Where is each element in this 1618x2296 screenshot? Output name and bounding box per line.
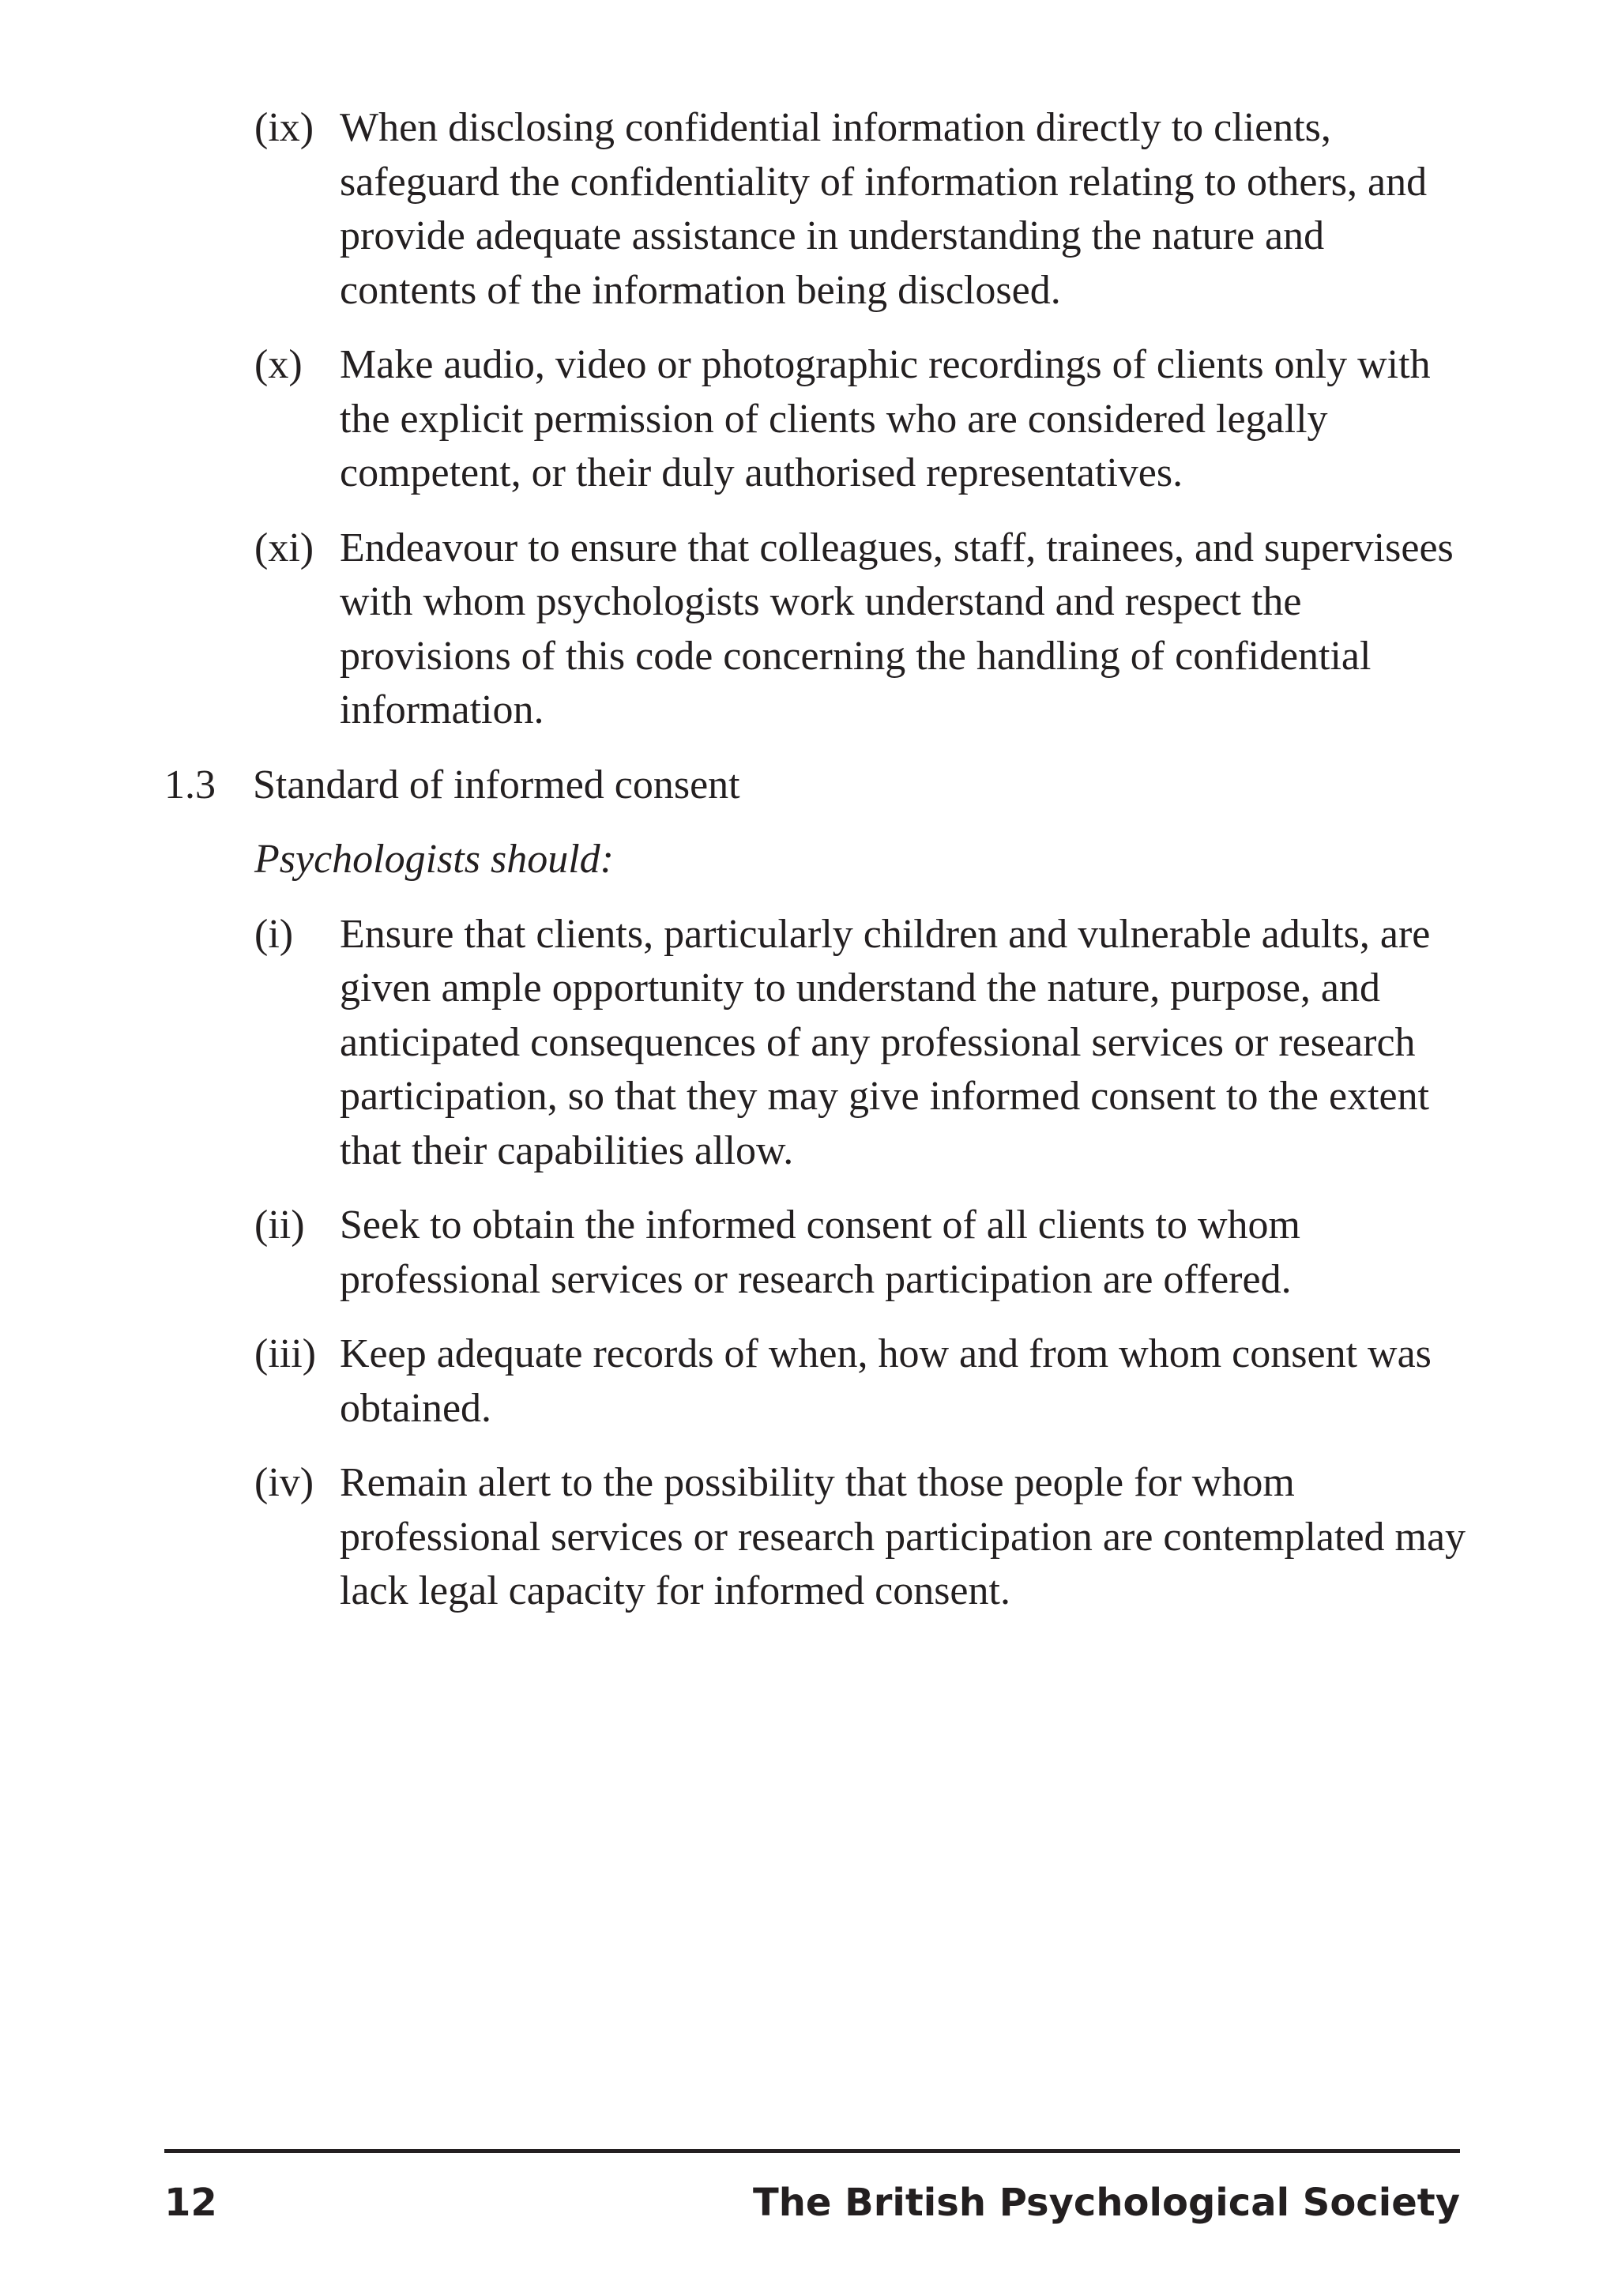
section-intro: Psychologists should: bbox=[254, 837, 614, 882]
item-text: Endeavour to ensure that colleagues, staff, trainees, and supervisees with whom psychologists work understand and respect the provisions of this code concerning the handling of confidential information. bbox=[340, 525, 1454, 732]
list-item-ii bbox=[0, 1199, 1469, 1307]
list-item-iv bbox=[0, 1456, 1469, 1619]
item-number: (ix) bbox=[254, 105, 314, 150]
page-content bbox=[0, 101, 1618, 1639]
item-text: Remain alert to the possibility that those people for whom professional services or research participation are contemplated may lack legal capacity for informed consent. bbox=[340, 1460, 1466, 1613]
item-number: (i) bbox=[254, 911, 294, 957]
list-item-i bbox=[0, 908, 1469, 1179]
item-number: (ii) bbox=[254, 1203, 305, 1248]
list-item-ix bbox=[0, 101, 1469, 318]
list-item-iii bbox=[0, 1327, 1469, 1436]
section-heading bbox=[0, 758, 1618, 813]
item-number: (iii) bbox=[254, 1331, 316, 1376]
footer-divider bbox=[164, 2149, 1460, 2153]
page-number: 12 bbox=[164, 2181, 217, 2225]
item-text: When disclosing confidential information directly to clients, safeguard the confidentiality of information relating to others, and provide adequate assistance in understanding the nature and contents of the information being disclosed. bbox=[340, 105, 1428, 313]
item-text: Ensure that clients, particularly children and vulnerable adults, are given ample opportunity to understand the nature, purpose, and anticipated consequences of any professional services or research participation, so that they may give informed consent to the extent that their capabilities allow. bbox=[340, 911, 1431, 1173]
item-text: Make audio, video or photographic recordings of clients only with the explicit permission of clients who are considered legally competent, or their duly authorised representatives. bbox=[340, 342, 1431, 495]
section-number: 1.3 bbox=[164, 762, 216, 807]
publisher-name: The British Psychological Society bbox=[752, 2181, 1460, 2225]
item-text: Seek to obtain the informed consent of all clients to whom professional services or research participation are offered. bbox=[340, 1203, 1300, 1302]
list-item-xi bbox=[0, 521, 1469, 738]
item-number: (iv) bbox=[254, 1460, 314, 1505]
item-number: (x) bbox=[254, 342, 303, 387]
item-number: (xi) bbox=[254, 525, 314, 570]
list-item-x bbox=[0, 338, 1469, 501]
section-title: Standard of informed consent bbox=[253, 762, 740, 807]
item-text: Keep adequate records of when, how and from whom consent was obtained. bbox=[340, 1331, 1432, 1431]
